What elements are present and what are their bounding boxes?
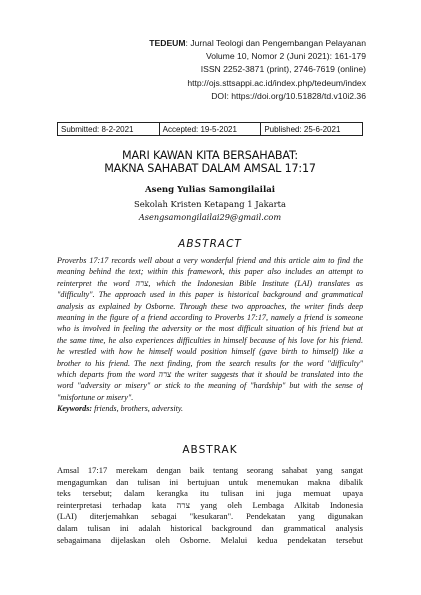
keywords-text: friends, brothers, adversity.: [92, 404, 184, 414]
abstrak-heading: ABSTRAK: [182, 444, 238, 456]
abstract-line: reinterpret the word צרה, which the Indonesian Bible Institute (LAI) translates as: [57, 278, 363, 288]
journal-issn: ISSN 2252-3871 (print), 2746-7619 (online): [200, 64, 366, 75]
abstrak-line: (LAI) diterjemahkan sebagai "kesukaran". Pendekatan yang digunakan: [57, 511, 363, 522]
abstrak-line: sebagaimana dijelaskan oleh Osborne. Melalui kedua pendekatan tersebut: [57, 534, 363, 545]
abstract-line: brother to his friend. The next finding, from the search results for the word "difficulty": [57, 358, 363, 368]
abstract-heading: ABSTRACT: [178, 238, 242, 250]
journal-name: TEDEUM: [149, 38, 186, 48]
abstract-line: Proverbs 17:17 records well about a very wonderful friend and this article aim to find the: [57, 256, 363, 265]
abstrak-line: teks tersebut; dalam kerangka itu tulisan ini juga memuat upaya: [57, 488, 363, 499]
abstract-line: which departs from the word צרה the writer suggests that it should be translated into the: [57, 369, 363, 379]
abstract-line: "difficulty". The approach used in this paper is historical background and grammatical: [57, 290, 363, 300]
abstract-line: meaning behind the text; within this framework, this paper also includes an attempt to: [57, 267, 363, 277]
abstract-line: "misfortune or misery".: [57, 392, 134, 402]
abstrak-line: reinterpretasi terhadap kata צרה yang oleh Lembaga Alkitab Indonesia: [57, 499, 363, 510]
submitted-date: Submitted: 8-2-2021: [61, 125, 134, 134]
abstrak-body: [57, 465, 363, 546]
abstract-line: he wrestled with how he himself would position himself (gave birth to himself) like a: [57, 347, 363, 357]
keywords-line: [57, 403, 363, 414]
journal-volume: Volume 10, Nomor 2 (Juni 2021): 161-179: [205, 51, 366, 62]
abstract-line: meaning in the figure of a friend according to Proverbs 17:17, namely a friend is someone: [57, 312, 363, 322]
abstrak-line: Amsal 17:17 merekam dengan baik tentang seorang sahabat yang sangat: [57, 465, 363, 475]
submission-dates-box: [57, 122, 363, 136]
journal-doi[interactable]: DOI: https://doi.org/10.51828/td.v10i2.36: [211, 90, 366, 101]
abstract-line: word "adversity or misery" or stick to the meaning of "hardship" but with the sense of: [57, 381, 363, 391]
journal-header: [46, 37, 366, 103]
abstract-line: who is involved in feeling the adversity or the most difficult situation of his friend but at: [57, 324, 363, 334]
journal-title-line: [46, 37, 366, 50]
article-title-line-1: MARI KAWAN KITA BERSAHABAT:: [122, 149, 298, 162]
author-name: Aseng Yulias Samongilailai: [144, 185, 276, 195]
author-email[interactable]: Asengsamongilailai29@gmail.com: [138, 212, 282, 222]
accepted-date: Accepted: 19-5-2021: [159, 123, 261, 135]
author-affiliation: Sekolah Kristen Ketapang 1 Jakarta: [133, 199, 287, 209]
keywords-label: Keywords:: [57, 404, 93, 414]
abstract-line: analysis as explained by Osborne. Through these two approaches, the writer finds deep: [57, 301, 363, 311]
article-title-line-2: MAKNA SAHABAT DALAM AMSAL 17:17: [104, 162, 316, 175]
abstract-body: [57, 255, 363, 414]
abstrak-line: mengagumkan dan tulisan ini bertujuan untuk menemukan makna dibalik: [57, 476, 363, 487]
abstract-line: the same time, he also experiences difficulties in himself because of his love for his friend.: [57, 335, 363, 345]
published-date: Published: 25-6-2021: [260, 123, 362, 135]
abstrak-line: dalam tulisan ini adalah historical background dan grammatical analysis: [57, 522, 363, 533]
journal-name-suffix: : Jurnal Teologi dan Pengembangan Pelayanan: [185, 38, 366, 48]
journal-url[interactable]: http://ojs.sttsappi.ac.id/index.php/tedeum/index: [187, 77, 366, 88]
